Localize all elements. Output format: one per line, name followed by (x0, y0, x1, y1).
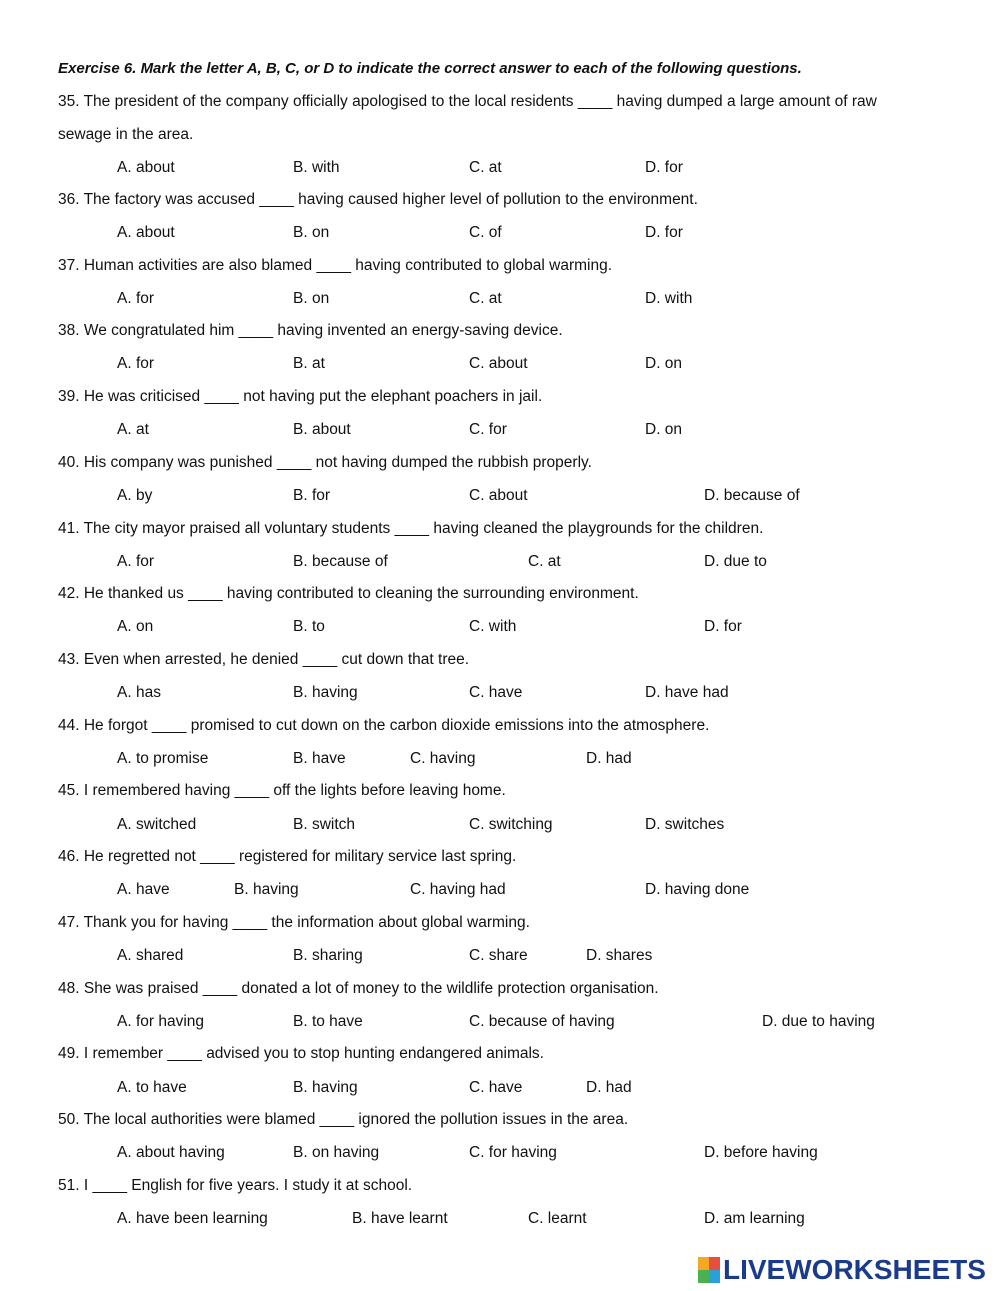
option-b[interactable]: B. at (293, 355, 325, 372)
question-42: 42. He thanked us ____ having contributed to cleaning the surrounding environment. (58, 585, 639, 602)
logo-text: LIVEWORKSHEETS (723, 1254, 986, 1285)
option-c[interactable]: C. at (469, 159, 502, 176)
option-d[interactable]: D. had (586, 1079, 632, 1096)
liveworksheets-logo-icon (698, 1257, 720, 1283)
option-d[interactable]: D. having done (645, 881, 750, 898)
option-c[interactable]: C. have (469, 1079, 523, 1096)
option-a[interactable]: A. has (117, 684, 161, 701)
option-b[interactable]: B. having (234, 881, 299, 898)
option-d[interactable]: D. due to (704, 553, 767, 570)
option-c[interactable]: C. having (410, 750, 476, 767)
option-a[interactable]: A. have (117, 881, 170, 898)
option-d[interactable]: D. switches (645, 816, 725, 833)
option-d[interactable]: D. with (645, 290, 693, 307)
question-50: 50. The local authorities were blamed ____ ignored the pollution issues in the area. (58, 1111, 629, 1128)
question-48: 48. She was praised ____ donated a lot of money to the wildlife protection organisation. (58, 980, 659, 997)
option-c[interactable]: C. switching (469, 816, 553, 833)
option-b[interactable]: B. having (293, 684, 358, 701)
option-c[interactable]: C. about (469, 355, 528, 372)
option-a[interactable]: A. on (117, 618, 154, 635)
option-b[interactable]: B. because of (293, 553, 388, 570)
option-a[interactable]: A. to promise (117, 750, 209, 767)
question-44: 44. He forgot ____ promised to cut down on the carbon dioxide emissions into the atmosphere. (58, 717, 710, 734)
option-a[interactable]: A. about having (117, 1144, 225, 1161)
option-a[interactable]: A. shared (117, 947, 184, 964)
exercise-heading: Exercise 6. Mark the letter A, B, C, or D to indicate the correct answer to each of the following questions. (58, 60, 802, 77)
option-b[interactable]: B. to have (293, 1013, 363, 1030)
question-36: 36. The factory was accused ____ having caused higher level of pollution to the environment. (58, 191, 698, 208)
option-b[interactable]: B. with (293, 159, 340, 176)
question-47: 47. Thank you for having ____ the information about global warming. (58, 914, 530, 931)
option-a[interactable]: A. for having (117, 1013, 205, 1030)
option-b[interactable]: B. about (293, 421, 351, 438)
option-a[interactable]: A. by (117, 487, 153, 504)
option-d[interactable]: D. on (645, 421, 683, 438)
option-a[interactable]: A. to have (117, 1079, 187, 1096)
option-b[interactable]: B. having (293, 1079, 358, 1096)
option-d[interactable]: D. because of (704, 487, 800, 504)
option-a[interactable]: A. about (117, 159, 175, 176)
question-41: 41. The city mayor praised all voluntary students ____ having cleaned the playgrounds for the children. (58, 520, 764, 537)
option-b[interactable]: B. have learnt (352, 1210, 448, 1227)
option-c[interactable]: C. with (469, 618, 517, 635)
option-a[interactable]: A. for (117, 553, 155, 570)
question-40: 40. His company was punished ____ not having dumped the rubbish properly. (58, 454, 592, 471)
option-c[interactable]: C. have (469, 684, 523, 701)
option-c[interactable]: C. at (469, 290, 502, 307)
option-d[interactable]: D. for (704, 618, 742, 635)
option-b[interactable]: B. have (293, 750, 346, 767)
question-35: 35. The president of the company officially apologised to the local residents ____ having dumped a large amount of raw (58, 93, 877, 110)
option-c[interactable]: C. for (469, 421, 507, 438)
option-b[interactable]: B. sharing (293, 947, 363, 964)
option-d[interactable]: D. before having (704, 1144, 818, 1161)
option-c[interactable]: C. having had (410, 881, 506, 898)
option-a[interactable]: A. have been learning (117, 1210, 268, 1227)
option-b[interactable]: B. switch (293, 816, 356, 833)
option-d[interactable]: D. for (645, 224, 683, 241)
option-c[interactable]: C. at (528, 553, 561, 570)
option-d[interactable]: D. for (645, 159, 683, 176)
question-35-continuation: sewage in the area. (58, 126, 194, 143)
option-d[interactable]: D. due to having (762, 1013, 875, 1030)
question-49: 49. I remember ____ advised you to stop hunting endangered animals. (58, 1045, 544, 1062)
option-b[interactable]: B. on having (293, 1144, 380, 1161)
option-b[interactable]: B. on (293, 290, 330, 307)
option-d[interactable]: D. have had (645, 684, 729, 701)
option-d[interactable]: D. shares (586, 947, 653, 964)
option-b[interactable]: B. for (293, 487, 331, 504)
option-d[interactable]: D. had (586, 750, 632, 767)
question-37: 37. Human activities are also blamed ____ having contributed to global warming. (58, 257, 613, 274)
option-a[interactable]: A. about (117, 224, 175, 241)
question-51: 51. I ____ English for five years. I study it at school. (58, 1177, 413, 1194)
option-a[interactable]: A. for (117, 355, 155, 372)
option-c[interactable]: C. about (469, 487, 528, 504)
option-d[interactable]: D. on (645, 355, 683, 372)
option-d[interactable]: D. am learning (704, 1210, 805, 1227)
option-c[interactable]: C. of (469, 224, 502, 241)
question-45: 45. I remembered having ____ off the lights before leaving home. (58, 782, 506, 799)
option-c[interactable]: C. for having (469, 1144, 557, 1161)
question-43: 43. Even when arrested, he denied ____ cut down that tree. (58, 651, 470, 668)
option-b[interactable]: B. on (293, 224, 330, 241)
question-46: 46. He regretted not ____ registered for military service last spring. (58, 848, 517, 865)
question-38: 38. We congratulated him ____ having invented an energy-saving device. (58, 322, 563, 339)
option-a[interactable]: A. for (117, 290, 155, 307)
option-c[interactable]: C. learnt (528, 1210, 587, 1227)
question-39: 39. He was criticised ____ not having put the elephant poachers in jail. (58, 388, 543, 405)
option-a[interactable]: A. switched (117, 816, 197, 833)
liveworksheets-logo[interactable] (698, 1255, 986, 1285)
option-a[interactable]: A. at (117, 421, 149, 438)
option-b[interactable]: B. to (293, 618, 325, 635)
option-c[interactable]: C. share (469, 947, 528, 964)
option-c[interactable]: C. because of having (469, 1013, 615, 1030)
